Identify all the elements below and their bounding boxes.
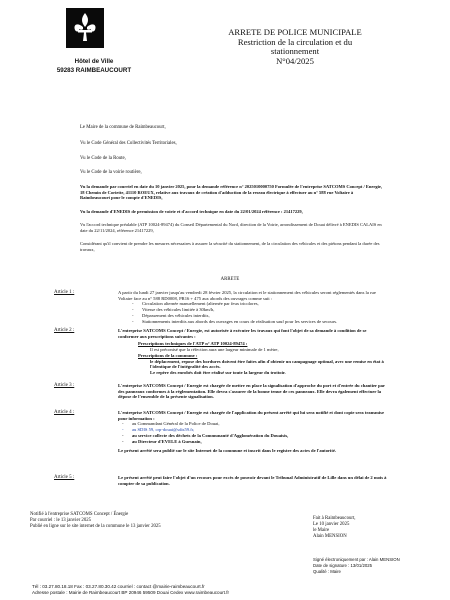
- article-4-body: [118, 410, 388, 454]
- mairie-line1: Hôtel de Ville: [74, 58, 114, 65]
- preamble-vu6: Vu l'accord technique préalable (ATP 10024-89474) du Conseil Départemental du Nord, direction de la Voirie, arrondissement de Douai délivré à ENEDIS CALAIS en date du 22/11/2024, référence 21417229,: [80, 222, 382, 233]
- article-1-label: Article 1 :: [54, 290, 75, 295]
- title-line3: stationnement: [270, 46, 320, 57]
- article-5-label: Article 5 :: [54, 475, 75, 480]
- article-1-body: [118, 290, 388, 324]
- prescription-commune-body: le déplacement, repose des bordures doivent être faites afin d'obtenir un campagnage optimal, avec une remise en état à l'identique de l'intégralité des accès.: [150, 358, 384, 370]
- preamble-vu4: Vu la demande par courriel en date du 10 janvier 2025, pour la demande référence n° 2025010000750 Formulée de l'entreprise SATCOMS Concept / Energie, 18 Chemin de Coriette, 41110 ROEUX, relative aux travaux de création d'adduction de la reseau électrique à effectuer au n° 588 rue Voltaire à Raimbeaucourt pour le compte d'ENEDIS,: [80, 184, 382, 201]
- title-line2: Restriction de la circulation et du: [237, 36, 353, 47]
- page-footer: [32, 584, 432, 596]
- preamble-vu1: Vu le Code Général des Collectivités Territoriales,: [80, 141, 177, 146]
- article-4-after: Le présent arrêté sera publié sur le site Internet de la commune et inscrit dans le registre des actes de l'autorité.: [118, 448, 337, 454]
- preamble-considerant: Considérant qu'il convient de prendre les mesures nécessaires à assurer la sécurité du stationnement, de la circulation des véhicules et des piétons pendant la durée des travaux,: [80, 241, 380, 252]
- esign-line1: Signé électroniquement par : Alain MENSION: [313, 557, 400, 562]
- footer-line1: Tél : 03.27.80.18.18 Fax : 03.27.80.30.42 courriel : contact @mairie-raimbeaucourt.fr: [32, 584, 205, 589]
- signature-line4: Alain MENSION: [313, 534, 347, 539]
- prescription-commune-heading: Prescriptions de la commune :: [138, 352, 198, 358]
- article-1-text: A partir du lundi 27 janvier jusqu'au vendredi 28 février 2025, la circulation et le stationnement des véhicules seront réglementés dans la rue Voltaire face au n° 588 RD0008, PR16 + 475 aux abords des ouvrages comme suit :: [118, 290, 376, 301]
- arrete-heading: ARRETE: [220, 277, 240, 282]
- article-2-body: [118, 328, 388, 376]
- esign-line2: Date de signature : 13/01/2025: [313, 562, 373, 568]
- article-2-label: Article 2 :: [54, 328, 75, 333]
- list-item: - Dépassement des véhicules interdits,: [128, 313, 388, 319]
- preamble-vu3: Vu le Code de la voirie routière,: [80, 170, 142, 175]
- article-5-text: Le présent arrêté peut faire l'objet d'un recours pour excès de pouvoir devant le Tribunal Administratif de Lille dans un délai de 2 mois à compter de sa publication.: [118, 475, 387, 486]
- article-1-list: [128, 301, 388, 324]
- list-item: - au Commandant Général de la Police de Douai,: [118, 421, 388, 427]
- signature-line3: le Maire: [313, 528, 330, 533]
- article-4-label: Article 4 :: [54, 410, 75, 415]
- list-item: - Vitesse des véhicules limitée à 30km/h,: [128, 307, 388, 313]
- footer-line2: Adresse postale : Mairie de Raimbeaucourt BP 20946 59509 Douai Cedex www.raimbeaucourt.fr: [32, 590, 230, 595]
- signature-line1: Fait à Raimbeaucourt,: [313, 516, 356, 521]
- electronic-signature: [313, 557, 443, 574]
- article-3-text: L'entreprise SATCOMS Concept / Energie est chargée de mettre en place la signalisation d'approche du port et d'entrée du chantier par des panneaux conformes à la réglementation. Elle devra s'assurer de la bonne tenue de ces panneaux. Elle devra également effectuer la dépose de l'ensemble de la présente signalisation.: [118, 383, 385, 400]
- document-title: [205, 28, 385, 66]
- mairie-line2: 59283 RAIMBEAUCOURT: [56, 67, 132, 74]
- article-4-text: L'entreprise SATCOMS Concept / Energie est chargée de l'application du présent arrêté qui lui sera notifié et dont copie sera transmise pour information :: [118, 410, 384, 421]
- title-line4: N°04/2025: [276, 55, 314, 66]
- prescription-commune-body2: Le repère des enrobés doit être réalisé sur toute la largeur du trottoir.: [150, 369, 286, 375]
- preamble-vu5: Vu la demande d'ENEDIS de permission de voirie et d'accord technique en date du 22/01/2024 référence : 21417229,: [80, 209, 303, 214]
- notification-line1: Notifié à l'entreprise SATCOMS Concept / Énergie: [30, 512, 129, 517]
- notification-block: [30, 512, 230, 530]
- signature-line2: Le 10 janvier 2025: [313, 522, 350, 527]
- preamble-maire: Le Maire de la commune de Raimbeaucourt,: [80, 125, 166, 130]
- article-2-prescriptions: [138, 341, 388, 375]
- notification-line2: Par courriel : le 13 janvier 2025: [30, 518, 92, 523]
- signature-block: [313, 516, 413, 540]
- notification-line3: Publié en ligne sur le site internet de la commune le 13 janvier 2025: [30, 524, 161, 529]
- mairie-address: [52, 57, 136, 75]
- article-4-list: [118, 421, 388, 444]
- fleur-de-lis-icon: [66, 8, 104, 48]
- article-2-text: L'entreprise SATCOMS Concept / Energie, est autorisée à exécuter les travaux qui font l'objet de sa demande à condition de se conformer aux prescriptions suivantes :: [118, 328, 367, 339]
- list-item: - Circulation alternée manuellement (alternée par feux tricolores,: [128, 301, 388, 307]
- prescription-atp-body: Il est préconisé que la réfection aura une largeur minimale de 1 mètre,: [150, 347, 279, 353]
- list-item: - Stationnements interdits aux abords des ouvrages en cours de réalisation sauf pour les services de secours.: [128, 319, 388, 325]
- prescription-atp-heading: Prescriptions techniques de l'ATP n° ATP 10024-89474 :: [138, 341, 248, 347]
- preamble-vu2: Vu le Code de la Route,: [80, 156, 126, 161]
- esign-line3: Qualité : Maire: [313, 568, 341, 574]
- list-item: - au service collecte des déchets de la Communauté d'Agglomération du Douaisis,: [118, 433, 388, 439]
- list-item: - au SDIS 59, crp-douai@sdis59.fr,: [118, 427, 388, 433]
- title-line1: ARRETE DE POLICE MUNICIPALE: [228, 27, 362, 37]
- article-3-label: Article 3 :: [54, 383, 75, 388]
- list-item: - au Directeur d'EVELE à Guesnain,: [118, 439, 388, 445]
